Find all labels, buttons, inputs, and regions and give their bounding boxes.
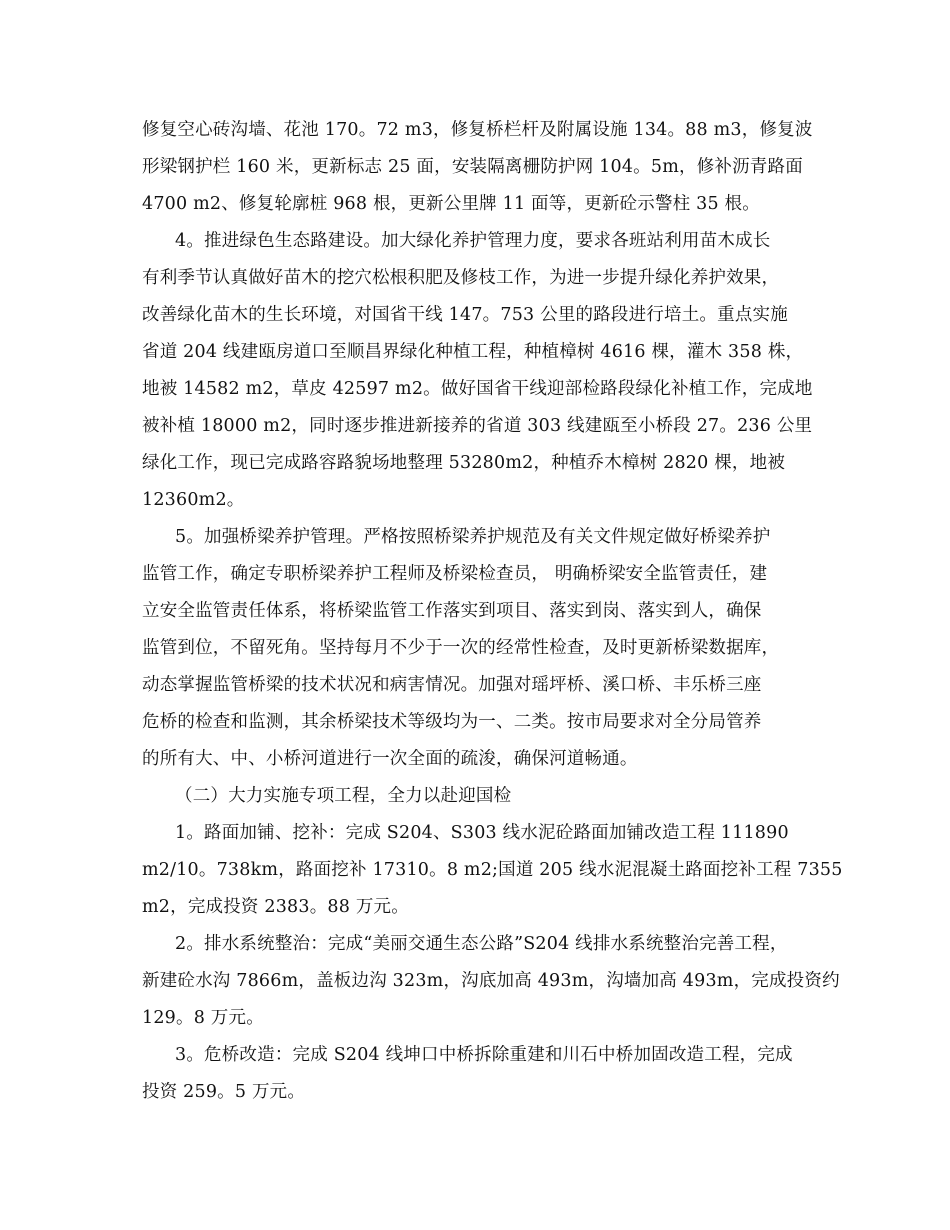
text-line: 动态掌握监管桥梁的技术状况和病害情况。加强对瑶坪桥、溪口桥、丰乐桥三座 — [142, 675, 762, 695]
text-line: 5。加强桥梁养护管理。严格按照桥梁养护规范及有关文件规定做好桥梁养护 — [175, 527, 771, 547]
text-line: 新建砼水沟 7866m，盖板边沟 323m，沟底加高 493m，沟墙加高 493m，完成投资约 — [142, 971, 840, 991]
text-line: 省道 204 线建瓯房道口至顺昌界绿化种植工程，种植樟树 4616 棵，灌木 358 株， — [142, 342, 804, 362]
text-line: 4700 m2、修复轮廓桩 968 根，更新公里牌 11 面等，更新砼示警柱 35 根。 — [142, 194, 760, 214]
text-line: 2。排水系统整治：完成“美丽交通生态公路”S204 线排水系统整治完善工程， — [175, 934, 788, 954]
text-line: 有利季节认真做好苗木的挖穴松根积肥及修枝工作，为进一步提升绿化养护效果， — [142, 268, 780, 288]
section-heading: （二）大力实施专项工程，全力以赴迎国检 — [175, 786, 512, 806]
text-line: 3。危桥改造：完成 S204 线坤口中桥拆除重建和川石中桥加固改造工程，完成 — [175, 1045, 793, 1065]
text-line: m2，完成投资 2383。88 万元。 — [142, 897, 409, 917]
text-line: 绿化工作，现已完成路容路貌场地整理 53280m2，种植乔木樟树 2820 棵，地被 — [142, 453, 786, 473]
text-line: 129。8 万元。 — [142, 1008, 264, 1028]
text-line: 被补植 18000 m2，同时逐步推进新接养的省道 303 线建瓯至小桥段 27。236 公里 — [142, 416, 813, 436]
text-line: 危桥的检查和监测，其余桥梁技术等级均为一、二类。按市局要求对全分局管养 — [142, 712, 762, 732]
text-line: 改善绿化苗木的生长环境，对国省干线 147。753 公里的路段进行培土。重点实施 — [142, 305, 788, 325]
text-line: 1。路面加铺、挖补：完成 S204、S303 线水泥砼路面加铺改造工程 111890 — [175, 823, 789, 843]
text-line: 12360m2。 — [142, 490, 245, 510]
text-line: m2/10。738km，路面挖补 17310。8 m2;国道 205 线水泥混凝土路面挖补工程 7355 — [142, 860, 843, 880]
text-line: 4。推进绿色生态路建设。加大绿化养护管理力度，要求各班站利用苗木成长 — [175, 231, 771, 251]
text-line: 地被 14582 m2，草皮 42597 m2。做好国省干线迎部检路段绿化补植工作，完成地 — [142, 379, 813, 399]
text-line: 的所有大、中、小桥河道进行一次全面的疏浚，确保河道畅通。 — [142, 749, 638, 769]
text-line: 监管到位，不留死角。坚持每月不少于一次的经常性检查，及时更新桥梁数据库， — [142, 638, 780, 658]
text-line: 修复空心砖沟墙、花池 170。72 m3，修复桥栏杆及附属设施 134。88 m3，修复波 — [142, 120, 813, 140]
text-line: 投资 259。5 万元。 — [142, 1082, 306, 1102]
text-line: 监管工作，确定专职桥梁养护工程师及桥梁检查员， 明确桥梁安全监管责任，建 — [142, 564, 768, 584]
text-line: 立安全监管责任体系，将桥梁监管工作落实到项目、落实到岗、落实到人，确保 — [142, 601, 762, 621]
text-line: 形梁钢护栏 160 米，更新标志 25 面，安装隔离栅防护网 104。5m，修补沥青路面 — [142, 157, 803, 177]
